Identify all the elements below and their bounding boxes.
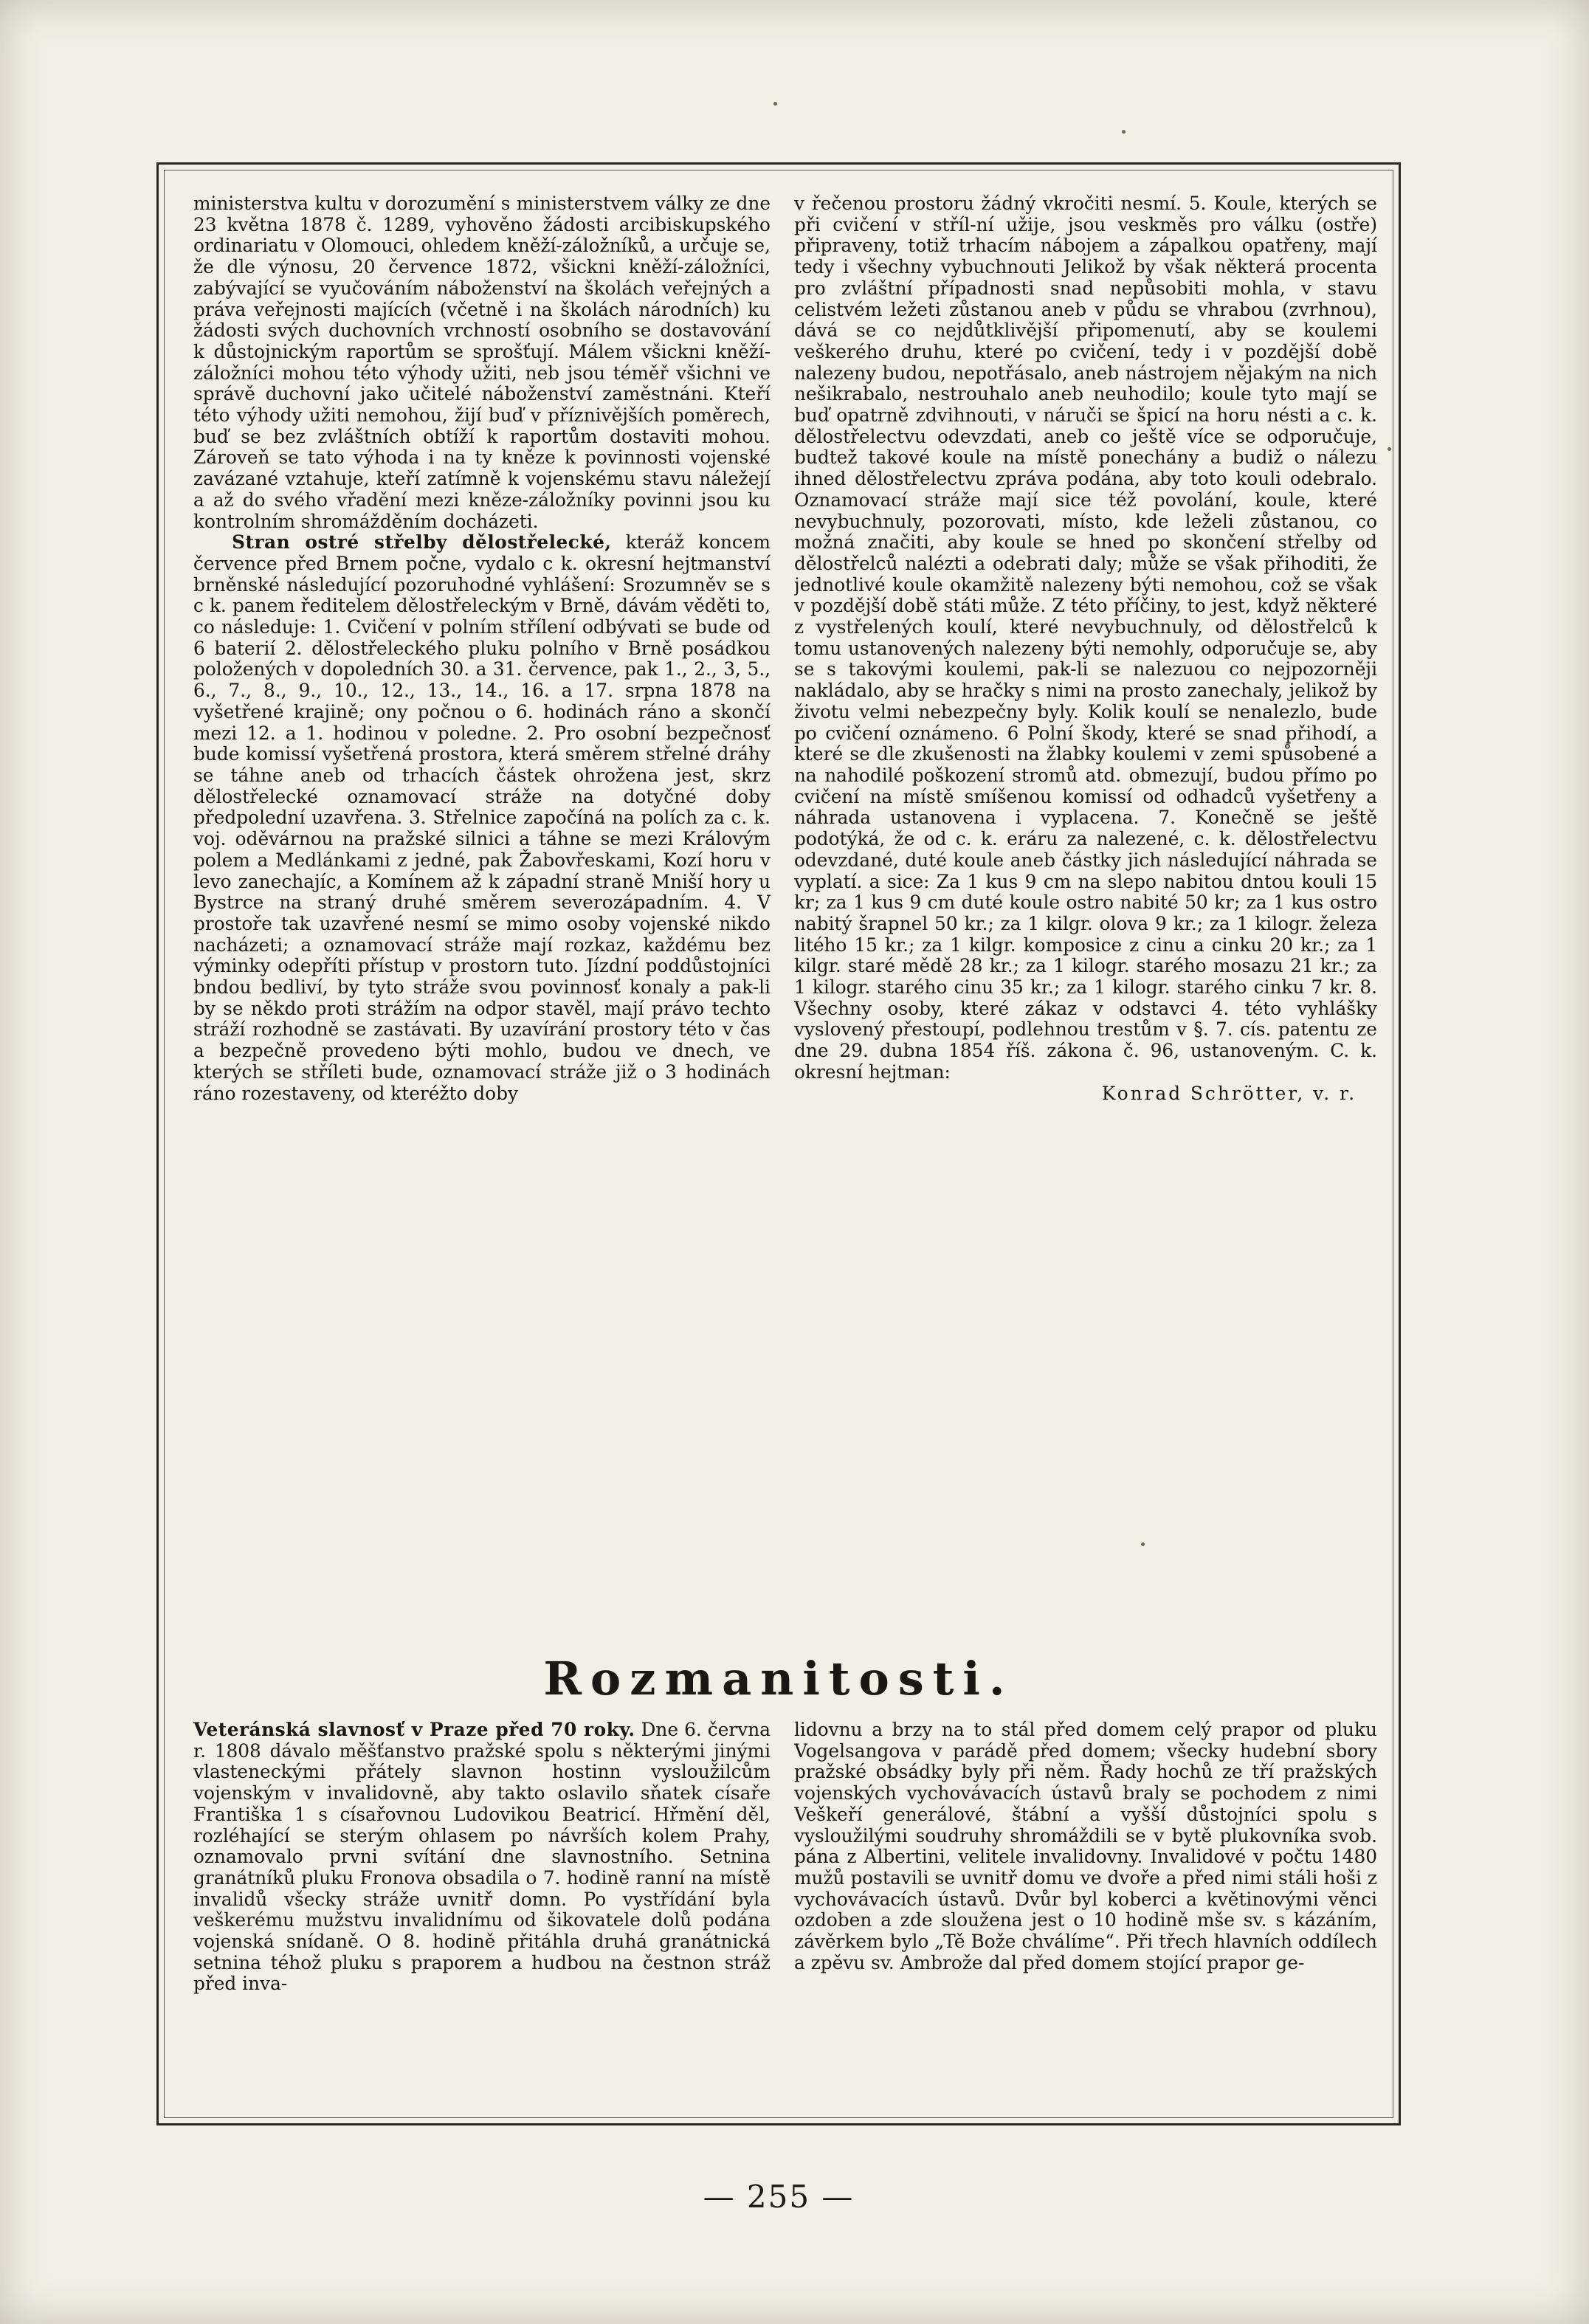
margin-speck [773, 102, 777, 106]
article-heading: Veteránská slavnosť v Praze před 70 roky. [193, 1720, 635, 1740]
article-paragraph [193, 532, 771, 1104]
margin-speck [1122, 130, 1126, 134]
article-column-right [794, 1720, 1377, 2103]
article-column-right [794, 193, 1377, 1596]
page-number: — 255 — [703, 2179, 855, 2215]
article-paragraph [193, 1720, 771, 1995]
signature: Konrad Schrötter, v. r. [1101, 1082, 1357, 1104]
run-in-heading: Stran ostré střelby dělostřelecké, [232, 531, 612, 554]
article-column-left [193, 193, 771, 1596]
article-paragraph: v řečenou prostoru žádný vkročiti nesmí. 5. Koule, kterých se při cvičení v stříl-ní užije, jsou veskměs pro válku (ostře) připraveny, totiž trhacím nábojem a zápalkou opatřeny, mají tedy i všechny vybuchnouti Jelikož by však některá procenta pro zvláštní případnosti snad nepůsobiti mohla, v stavu celistvém ležeti zůstanou aneb v půdu se vhrabou (zvrhnou), dává se co nejdůtklivější připomenutí, aby se koulemi veškerého druhu, které po cvičení, tedy i v pozdější době nalezeny budou, nepotřásalo, aneb nástrojem nějakým na nich nešikrabalo, nestrouhalo aneb neuhodilo; koule tyto mají se buď opatrně zdvihnouti, v náruči se špicí na horu nésti a c. k. dělostřelectvu odevzdati, aneb co ještě více se odporučuje, budtež takové koule na místě ponechány a budiž o nálezu ihned dělostřelectvu zpráva podána, aby toto kouli odebralo. Oznamovací stráže mají sice též povolání, koule, které nevybuchnuly, pozorovati, místo, kde leželi zůstanou, co možná značiti, aby koule se hned po skončení střelby od dělostřelců nalézti a odebrati daly; může se však přihoditi, že jednotlivé koule okamžitě nalezeny býti nemohou, což se však v pozdější době státi může. Z této příčiny, to jest, když některé z vystřelených koulí, které nevybuchnuly, od dělostřelců k tomu ustanovených nalezeny býti nemohly, odporučuje se, aby se s takovými koulemi, pak-li se nalezuou co nejpozorněji nakládalo, aby se hračky s nimi na prosto zanechaly, jelikož by životu velmi nebezpečny byly. Kolik koulí se nenalezlo, bude po cvičení oznámeno. 6 Polní škody, které se snad přihodí, a které se dle zkušenosti na žlabky koulemi v zemi spůsobené a na nahodilé poškození stromů atd. obmezují, budou přímo po cvičení na místě smíšenou komissí od odhadců vyšetřeny a náhrada ustanovena i vyplacena. 7. Konečně se ještě podotýká, že od c. k. eráru za nalezené, c. k. dělostřelectvu odevzdané, duté koule aneb částky jich následující náhrada se vyplatí. a sice: Za 1 kus 9 cm na slepo nabitou dntou kouli 15 kr; za 1 kus 9 cm duté koule ostro nabité 50 kr; za 1 kus ostro nabitý šrapnel 50 kr.; za 1 kilgr. olova 9 kr.; za 1 kilogr. železa litého 15 kr.; za 1 kilgr. komposice z cinu a cinku 20 kr.; za 1 kilgr. staré mědě 28 kr.; za 1 kilogr. starého mosazu 21 kr.; za 1 kilogr. starého cinu 35 kr.; za 1 kilogr. starého cinku 7 kr. 8. Všechny osoby, které zákaz v odstavci 4. této vyhlášky vyslovený přestoupí, podlehnou trestům v §. 7. cís. patentu ze dne 29. dubna 1854 říš. zákona č. 96, ustanoveným. C. k. okresní hejtman: [794, 193, 1377, 1083]
section-title: Rozmanitosti. [543, 1652, 1014, 1706]
article-paragraph: ministerstva kultu v dorozumění s ministerstvem války ze dne 23 května 1878 č. 1289, vyhověno žádosti arcibiskupského ordinariatu v Olomouci, ohledem kněží-záložníků, a určuje se, že dle výnosu, 20 července 1872, všickni kněží-záložníci, zabývající se vyučováním náboženství na školách veřejných a práva veřejnosti majících (včetně i na školách národních) ku žádosti svých duchovních vrchností osobního se dostavování k důstojnickým raportům se sprošťují. Málem všickni kněží-záložníci mohou této výhody užiti, neb jsou téměř všichni ve správě duchovní jako učitelé náboženství zaměstnáni. Kteří této výhody užiti nemohou, žijí buď v příznivějších poměrech, buď se bez zvláštních obtíží k raportům dostaviti mohou. Zároveň se tato výhoda i na ty kněze k povinnosti vojenské zavázané vztahuje, kteří zatímně k vojenskému stavu náležejí a až do svého vřadění mezi kněze-záložníky povinni jsou ku kontrolním shromážděním docházeti. [193, 193, 771, 532]
article-column-left [193, 1720, 771, 2103]
article-paragraph: lidovnu a brzy na to stál před domem celý prapor od pluku Vogelsangova v parádě před domem; všecky hudební sbory pražské obsádky byly při něm. Řady hochů ze tří pražských vojenských vychovávacích ústavů braly se pochodem z nimi Veškeří generálové, štábní a vyšší důstojníci spolu s vysloužilými soudruhy shromáždili se v bytě plukovníka svob. pána z Albertini, velitele invalidovny. Invalidové v počtu 1480 mužů postavili se uvnitř domu ve dvoře a před nimi stáli hoši z vychovávacích ústavů. Dvůr byl koberci a květinovými věnci ozdoben a zde sloužena jest o 10 hodině mše sv. s kázáním, závěrkem bylo „Tě Bože chválíme“. Při třech hlavních oddílech a zpěvu sv. Ambrože dal před domem stojící prapor ge- [794, 1720, 1377, 1973]
paragraph-body: Dne 6. června r. 1808 dávalo měšťanstvo pražské spolu s některými jinými vlasteneckými přátely slavnon hostinn vysloužilcům vojenským v invalidovně, aby takto oslavilo sňatek císaře Františka 1 s císařovnou Ludovikou Beatricí. Hřmění děl, rozléhající se sterým ohlasem po návrších kolem Prahy, oznamovalo prvni svítání dne slavnostního. Setnina granátníků pluku Fronova obsadila o 7. hodině ranní na místě invalidů všecky stráže uvnitř domn. Po vystřídání byla veškerému mužstvu invalidnímu od šikovatele dolů podána vojenská snídaně. O 8. hodině přitáhla druhá granátnická setnina téhož pluku s praporem a hudbou na čestnon stráž před inva- [193, 1720, 771, 1995]
paragraph-body: kteráž koncem července před Brnem počne, vydalo c k. okresní hejtmanství brněnské následující pozoruhodné vyhlášení: Srozumněv se s c k. panem ředitelem dělostřeleckým v Brně, dávám věděti to, co následuje: 1. Cvičení v polním střílení odbývati se bude od 6 baterií 2. dělostřeleckého pluku polního v Brně posádkou položených v dopoledních 30. a 31. července, pak 1., 2., 3, 5., 6., 7., 8., 9., 10., 12., 13., 14., 16. a 17. srpna 1878 na vyšetřené krajině; ony počnou o 6. hodinách ráno a skončí mezi 12. a 1. hodinou v poledne. 2. Pro osobní bezpečnosť bude komissí vyšetřená prostora, která směrem střelné dráhy se táhne aneb od trhacích částek ohrožena jest, skrz dělostřelecké oznamovací stráže na dotyčné doby předpolední uzavřena. 3. Střelnice započíná na polích za c. k. voj. oděvárnou na pražské silnici a táhne se mezi Královým polem a Medlánkami z jedné, pak Žabovřeskami, Kozí horu v levo zanechajíc, a Komínem až k západní straně Mniší hory u Bystrce na straný druhé směrem severozápadním. 4. V prostoře tak uzavřené nesmí se mimo osoby vojenské nikdo nacházeti; a oznamovací stráže mají rozkaz, každému bez výminky odepříti přístup v prostorn tuto. Jízdní poddůstojníci bndou bedliví, by tyto stráže svou povinnosť konaly a pak-li by se někdo proti strážím na odpor stavěl, mají právo techto stráží rozhodně se zastávati. By uzavírání prostory této v čas a bezpečně provedeno býti mohlo, budou ve dnech, ve kterých se stříleti bude, oznamovací stráže již o 3 hodinách ráno rozestaveny, od kteréžto doby [193, 531, 771, 1104]
